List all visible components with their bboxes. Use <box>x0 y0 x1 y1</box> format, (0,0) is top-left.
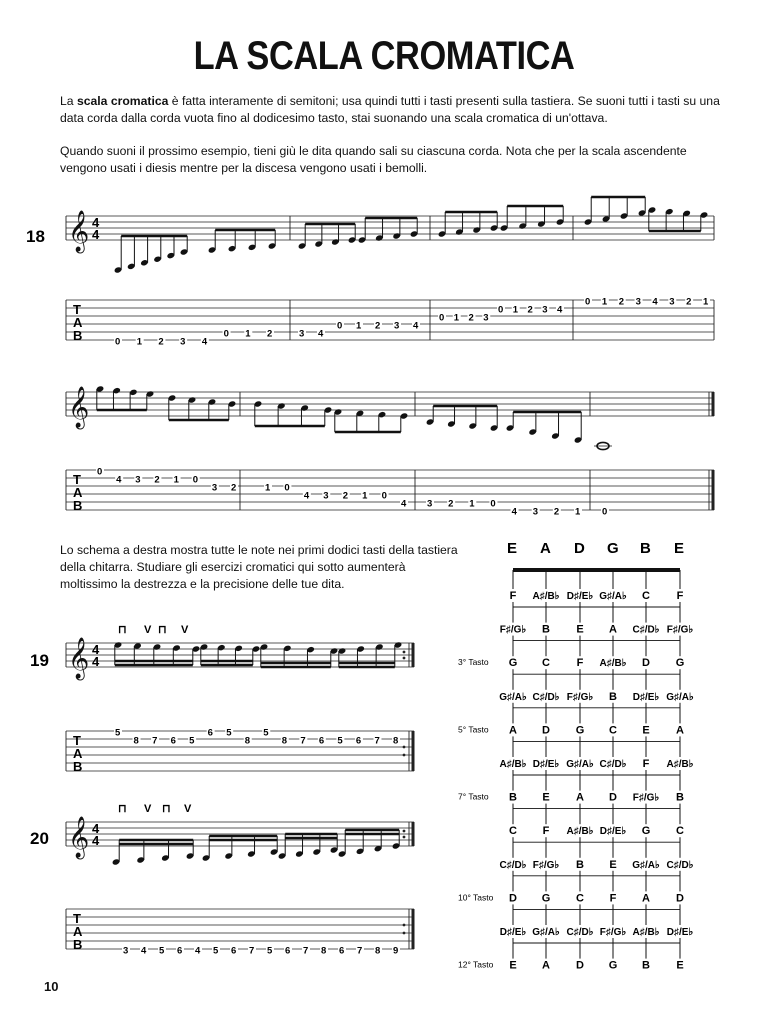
repeat-dot <box>403 932 406 935</box>
fret-note: C♯/D♭ <box>632 624 660 636</box>
fret-note: A♯/B♭ <box>532 591 560 602</box>
tab-number: 0 <box>115 336 121 348</box>
fret-note: B <box>509 791 517 804</box>
tab-number: 6 <box>339 945 345 957</box>
string-name-label: A <box>540 540 551 557</box>
fret-note: F <box>576 657 584 670</box>
tab-numbers <box>122 946 400 957</box>
time-signature-bottom: 4 <box>92 833 100 848</box>
string-name-label: B <box>640 540 651 557</box>
fret-note: G <box>675 657 685 670</box>
fret-note: B <box>642 959 650 972</box>
tab-number: 5 <box>115 727 121 739</box>
fret-note: D♯/E♭ <box>499 927 527 938</box>
fret-note: A♯/B♭ <box>666 759 694 770</box>
tab-number: 1 <box>453 312 460 324</box>
music-staff <box>66 386 715 429</box>
upstroke-icon: V <box>184 803 192 815</box>
beamed-note-group <box>114 236 189 274</box>
tab-number: 6 <box>355 735 362 747</box>
tab-number: 3 <box>427 498 433 510</box>
tab-number: 0 <box>439 312 445 324</box>
beamed-note-group <box>648 206 709 231</box>
tab-number: 1 <box>575 506 581 518</box>
fret-note: E <box>676 959 684 972</box>
tab-number: 8 <box>375 945 381 957</box>
tab-number: 3 <box>542 304 548 316</box>
fret-position-label: 10° Tasto <box>458 892 494 903</box>
tab-number: 6 <box>231 945 237 957</box>
beamed-note-group <box>338 830 401 858</box>
tab-number: 6 <box>170 735 176 747</box>
tab-number: 5 <box>213 945 219 957</box>
string-name-label: G <box>607 540 619 557</box>
tab-number: 1 <box>601 296 608 308</box>
repeat-dot <box>403 830 406 833</box>
fret-note: C <box>542 657 550 670</box>
upstroke-icon: V <box>144 624 152 636</box>
tab-number: 3 <box>211 482 218 494</box>
tab-number: 0 <box>490 498 496 510</box>
tab-number: 1 <box>136 336 143 348</box>
tab-letter-b: B <box>73 937 83 952</box>
tab-number: 2 <box>468 312 474 324</box>
fret-note: F♯/G♭ <box>632 792 660 804</box>
fret-note: D <box>509 892 517 905</box>
fret-note: E <box>576 623 584 636</box>
repeat-dot <box>403 924 406 927</box>
tab-staff <box>66 470 715 513</box>
fret-note: F♯/G♭ <box>499 624 527 636</box>
downstroke-icon: ⊓ <box>118 803 127 815</box>
tab-letter-b: B <box>73 759 83 774</box>
repeat-dot <box>403 836 406 839</box>
fret-note: G♯/A♭ <box>566 759 594 770</box>
fret-note: D♯/E♭ <box>632 691 660 703</box>
tab-number: 1 <box>469 498 475 510</box>
tab-number: 7 <box>374 735 380 747</box>
fret-note: A <box>676 724 684 737</box>
tab-number: 6 <box>207 727 213 739</box>
fret-note: A <box>576 791 584 804</box>
fret-note: D <box>609 791 617 804</box>
beamed-note-group <box>506 412 583 444</box>
final-barline <box>412 909 415 949</box>
fretboard-chart <box>458 540 697 972</box>
tab-number: 3 <box>135 474 141 486</box>
tab-number: 4 <box>303 490 310 502</box>
page-number: 10 <box>44 979 59 994</box>
upstroke-icon: V <box>181 624 189 636</box>
tab-letter-t: T <box>73 911 81 926</box>
time-signature-top: 4 <box>92 215 100 230</box>
fret-note: A♯/B♭ <box>566 826 594 838</box>
fret-note: G <box>508 657 518 670</box>
fret-note: B <box>676 791 684 804</box>
fret-note: D♯/E♭ <box>566 591 594 602</box>
tab-number: 2 <box>375 320 381 332</box>
example-number-19: 19 <box>30 651 49 670</box>
tab-number: 1 <box>703 296 709 308</box>
tab-letter-t: T <box>73 302 81 317</box>
tab-number: 5 <box>159 945 165 957</box>
tab-number: 3 <box>532 506 539 518</box>
tab-number: 4 <box>201 336 208 348</box>
tab-number: 2 <box>267 328 273 340</box>
tab-number: 4 <box>413 320 419 332</box>
fret-note: E <box>609 858 617 871</box>
tab-number: 3 <box>323 490 329 502</box>
fret-note: C♯/D♭ <box>599 759 627 770</box>
fret-note: E <box>509 959 517 972</box>
beamed-note-group <box>334 408 409 432</box>
tab-number: 1 <box>245 328 251 340</box>
fret-note: D♯/E♭ <box>532 759 560 770</box>
fret-note: D♯/E♭ <box>599 826 627 838</box>
fret-note: F♯/G♭ <box>599 927 627 938</box>
repeat-dot <box>403 651 406 654</box>
repeat-dot <box>403 657 406 660</box>
fret-note: E <box>542 791 550 804</box>
fret-note: C <box>576 892 584 905</box>
tab-numbers <box>114 329 274 348</box>
beamed-note-group <box>584 197 647 226</box>
fret-note: G <box>641 825 651 838</box>
final-barline <box>412 822 415 846</box>
tab-number: 8 <box>281 735 288 747</box>
fret-note: C♯/D♭ <box>499 859 527 871</box>
treble-clef-icon: 𝄞 <box>68 637 90 678</box>
tab-numbers <box>96 467 238 494</box>
fret-note: F <box>642 758 650 770</box>
tab-number: 4 <box>318 328 324 340</box>
tab-number: 0 <box>284 482 290 494</box>
fret-note: F <box>676 590 684 602</box>
fret-note: G♯/A♭ <box>632 859 660 871</box>
tab-number: 2 <box>342 490 349 502</box>
time-signature-top: 4 <box>92 642 100 657</box>
downstroke-icon: ⊓ <box>162 803 171 815</box>
fret-note: G♯/A♭ <box>499 691 527 703</box>
fret-note: C <box>642 590 650 602</box>
tab-letter-a: A <box>73 924 83 939</box>
beamed-note-group <box>278 834 339 860</box>
tab-numbers <box>114 728 400 747</box>
time-signature-bottom: 4 <box>92 654 100 669</box>
tab-number: 6 <box>177 945 183 957</box>
tab-number: 8 <box>244 735 251 747</box>
tab-number: 2 <box>553 506 560 518</box>
beamed-note-group <box>208 230 277 254</box>
repeat-dot <box>403 746 406 749</box>
tab-number: 7 <box>249 945 255 957</box>
fretboard-nut <box>513 568 680 572</box>
fret-note: D <box>542 724 550 737</box>
tab-letter-t: T <box>73 733 81 748</box>
tab-number: 0 <box>381 490 387 502</box>
tab-letter-t: T <box>73 472 81 487</box>
fret-note: F <box>542 825 550 838</box>
tab-numbers <box>601 507 609 518</box>
treble-clef-icon: 𝄞 <box>68 210 90 251</box>
tab-number: 7 <box>300 735 306 747</box>
tab-number: 0 <box>585 296 591 308</box>
tab-number: 0 <box>337 320 343 332</box>
tab-number: 1 <box>173 474 179 486</box>
tab-number: 4 <box>141 945 147 957</box>
fret-note: B <box>609 690 617 703</box>
tab-number: 8 <box>393 735 399 747</box>
upstroke-icon: V <box>144 803 152 815</box>
tab-number: 5 <box>337 735 343 747</box>
tab-number: 0 <box>223 328 229 340</box>
fret-note: B <box>542 623 550 636</box>
tab-number: 3 <box>123 945 129 957</box>
beamed-note-group <box>202 836 279 862</box>
repeat-dot <box>403 754 406 757</box>
fret-note: A <box>509 724 517 737</box>
tab-number: 5 <box>263 727 269 739</box>
fret-note: A♯/B♭ <box>499 759 527 770</box>
final-barline <box>712 392 715 416</box>
page-title: LA SCALA CROMATICA <box>193 34 575 78</box>
fret-note: G <box>575 724 585 737</box>
fret-note: A♯/B♭ <box>599 658 627 670</box>
fret-note: G♯/A♭ <box>532 927 560 938</box>
tab-numbers <box>426 499 582 518</box>
tab-number: 1 <box>356 320 362 332</box>
final-barline <box>712 470 715 510</box>
fretboard-description: Lo schema a destra mostra tutte le note nei primi dodici tasti della tastiera della chitarra. Studiare gli esercizi cromatici qui sotto aumenterà moltissimo la destrezza e la precisione delle tue dita. <box>60 543 458 591</box>
beamed-note-group <box>338 641 403 667</box>
tab-number: 2 <box>686 296 692 308</box>
tab-number: 5 <box>267 945 273 957</box>
intro-text: La <box>60 94 77 108</box>
fret-note: A <box>542 959 550 972</box>
tab-number: 6 <box>318 735 325 747</box>
final-barline <box>412 643 415 667</box>
fret-note: C♯/D♭ <box>566 927 594 938</box>
beamed-note-group <box>114 641 201 665</box>
tab-number: 8 <box>133 735 139 747</box>
time-signature-bottom: 4 <box>92 227 100 242</box>
tab-number: 3 <box>394 320 400 332</box>
tab-number: 2 <box>154 474 160 486</box>
tab-number: 5 <box>189 735 195 747</box>
tab-numbers <box>264 483 408 510</box>
tab-number: 3 <box>483 312 489 324</box>
tab-number: 2 <box>231 482 237 494</box>
tab-number: 4 <box>557 304 563 316</box>
tab-number: 4 <box>652 296 658 308</box>
fret-note: C♯/D♭ <box>532 691 560 703</box>
tab-number: 7 <box>357 945 363 957</box>
string-name-label: E <box>507 540 518 557</box>
tab-number: 8 <box>321 945 327 957</box>
intro-paragraph-2: Quando suoni il prossimo esempio, tieni giù le dita quando sali su ciascuna corda. Nota che per la scala ascendente vengono usati i diesis mentre per la discesa vengono usati i bemolli. <box>60 144 687 175</box>
fret-note: E <box>642 724 650 737</box>
fret-note: F♯/G♭ <box>566 691 594 703</box>
example-number-20: 20 <box>30 829 49 848</box>
fret-note: C♯/D♭ <box>666 859 694 871</box>
tab-number: 4 <box>116 474 122 486</box>
tab-number: 0 <box>498 304 504 316</box>
downstroke-icon: ⊓ <box>118 624 127 636</box>
fret-position-label: 12° Tasto <box>458 959 494 970</box>
fret-note: C <box>676 825 684 838</box>
fret-note: G♯/A♭ <box>599 591 627 602</box>
beamed-note-group <box>200 643 261 665</box>
tab-number: 4 <box>511 506 517 518</box>
fret-note: G♯/A♭ <box>666 691 694 703</box>
tab-number: 1 <box>362 490 368 502</box>
tab-number: 0 <box>192 474 199 486</box>
tab-number: 5 <box>226 727 232 739</box>
time-signature-top: 4 <box>92 821 100 836</box>
tab-number: 6 <box>285 945 291 957</box>
tab-numbers <box>298 321 420 340</box>
fret-note: D♯/E♭ <box>666 927 694 938</box>
tab-number: 3 <box>669 296 675 308</box>
string-name-label: E <box>674 540 685 557</box>
fret-note: A♯/B♭ <box>632 927 660 938</box>
tab-number: 3 <box>180 336 186 348</box>
tab-number: 1 <box>512 304 519 316</box>
treble-clef-icon: 𝄞 <box>68 386 90 427</box>
fret-note: A <box>642 892 650 905</box>
tab-numbers <box>584 297 710 308</box>
fret-note: D <box>676 892 684 905</box>
fret-position-label: 3° Tasto <box>458 657 489 668</box>
tab-number: 7 <box>152 735 158 747</box>
fret-note: F♯/G♭ <box>532 859 560 871</box>
tab-number: 0 <box>602 506 608 518</box>
fret-note: D <box>576 959 584 972</box>
tab-number: 4 <box>401 498 407 510</box>
fret-note: G <box>608 959 618 972</box>
downstroke-icon: ⊓ <box>158 624 167 636</box>
fret-note: C <box>609 724 617 737</box>
tab-letter-a: A <box>73 315 83 330</box>
tab-number: 0 <box>97 466 103 478</box>
fret-note: A <box>609 623 617 636</box>
fret-note: G <box>541 892 551 905</box>
tab-number: 2 <box>448 498 454 510</box>
tab-letter-b: B <box>73 328 83 343</box>
final-barline <box>412 731 415 771</box>
tab-number: 7 <box>303 945 309 957</box>
music-staff <box>66 210 714 253</box>
fret-note: D <box>642 657 650 670</box>
tab-numbers <box>438 305 564 324</box>
tab-number: 2 <box>618 296 625 308</box>
intro-bold-term: scala cromatica <box>76 94 169 108</box>
fret-note: B <box>576 858 584 871</box>
treble-clef-icon: 𝄞 <box>68 816 90 857</box>
tab-number: 2 <box>527 304 533 316</box>
fret-note: F♯/G♭ <box>666 624 694 636</box>
tab-number: 3 <box>635 296 641 308</box>
tab-letter-a: A <box>73 746 83 761</box>
fret-note: C <box>509 825 517 838</box>
tab-letter-b: B <box>73 498 83 513</box>
example-number-18: 18 <box>26 227 45 246</box>
fret-position-label: 7° Tasto <box>458 791 489 802</box>
tab-number: 4 <box>195 945 201 957</box>
fret-note: F <box>609 892 617 905</box>
tab-letter-a: A <box>73 485 83 500</box>
intro-text: è fatta interamente di semitoni; usa quindi tutti i tasti presenti sulla tastiera. Se suoni tutti i tasti su una data corda dalla corda vuota fino al dodicesimo tasto, stai suonando una scala cromatica di un'ottava. <box>60 94 720 125</box>
fret-note: F <box>509 590 517 602</box>
beamed-note-group <box>112 840 195 866</box>
tab-number: 1 <box>265 482 271 494</box>
tab-number: 3 <box>299 328 305 340</box>
fret-position-label: 5° Tasto <box>458 724 489 735</box>
string-name-label: D <box>574 540 585 557</box>
tab-number: 2 <box>158 336 164 348</box>
tab-number: 9 <box>393 945 399 957</box>
